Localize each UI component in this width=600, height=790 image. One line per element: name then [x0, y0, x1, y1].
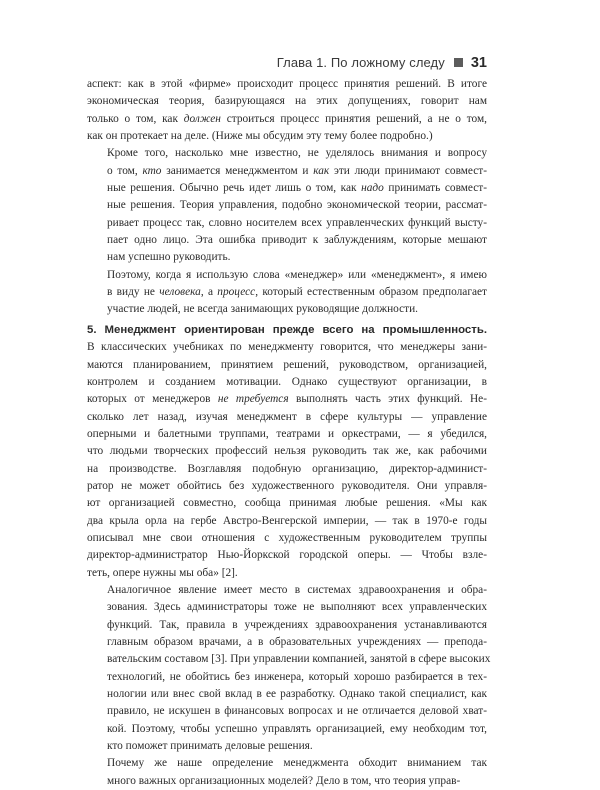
paragraph — [87, 582, 491, 755]
text-line: вательским составом [3]. При управлении компанией, занятой в сфере высоких — [107, 653, 491, 666]
emphasis: процесс — [217, 286, 256, 299]
text-line: на производстве. Возглавляя подобную организацию, директор-админист- — [87, 462, 487, 475]
text-line: зования. Здесь администраторы тоже не выполняют всех управленческих — [107, 601, 487, 614]
section-paragraph — [87, 322, 487, 582]
emphasis: как — [313, 164, 330, 177]
emphasis: кто — [142, 164, 162, 177]
text-line: нам успешно руководить. — [107, 251, 231, 264]
text-line: В классических учебниках по менеджменту говорится, что менеджеры зани- — [87, 341, 487, 354]
text-line: о том, кто занимается менеджментом и как эти люди принимают совмест- — [107, 164, 487, 177]
emphasis: не требуется — [217, 393, 289, 406]
text-line: технологий, не обойтись без инженера, который хорошо разбирается в тех- — [107, 670, 487, 683]
text-line: теть, опере нужны мы оба» [2]. — [87, 566, 238, 579]
text-line: Почему же наше определение менеджмента обходит вниманием так — [107, 757, 487, 770]
text-line: нологии или внес свой вклад в ее разработку. Однако такой специалист, как — [107, 688, 487, 701]
text-line: ют организацией совместно, сообща принимая любые решения. «Мы как — [87, 497, 487, 510]
text-line: в виду не человека, а процесс, который естественным образом предполагает — [107, 286, 487, 299]
text-line: функций. Так, правила в учреждениях здравоохранения устанавливаются — [107, 618, 487, 631]
paragraph — [87, 267, 487, 319]
running-head — [80, 55, 487, 71]
text-line: Кроме того, насколько мне известно, не уделялось внимания и вопросу — [107, 147, 487, 160]
paragraph — [87, 145, 487, 266]
text-line: главным образом врачами, а в образовательных учреждениях — препода- — [107, 636, 487, 648]
text-line: описывал мне свои отношения с художественным руководителем труппы — [87, 531, 487, 544]
text-line: как он протекает на деле. (Ниже мы обсудим эту тему более подробно.) — [87, 130, 433, 143]
text-line: ные решения. Теория управления, подобно экономической теории, рассмат- — [107, 199, 487, 212]
text-line: Аналогичное явление имеет место в системах здравоохранения и обра- — [107, 583, 487, 596]
text-line: что людьми творческих профессий нельзя руководить так же, как рабочими — [87, 445, 487, 458]
text-line: участие людей, не всегда занимающих руководящие должности. — [107, 303, 419, 316]
paragraph — [87, 755, 487, 790]
page-number: 31 — [470, 55, 487, 71]
text-line: ратор не может обойтись без художественного руководителя. Они управля- — [87, 479, 487, 492]
text-line: только о том, как должен строиться процесс принятия решений, а не о том, — [87, 112, 488, 125]
square-bullet-icon — [454, 58, 463, 67]
text-line: аспект: как в этой «фирме» происходит процесс принятия решений. В итоге — [87, 78, 487, 90]
text-line: маются планированием, принятием решений, руководством, организацией, — [87, 358, 487, 371]
text-line: которых от менеджеров не требуется выполнять часть этих функций. Не- — [87, 393, 487, 406]
text-line: ривает процесс так, словно носителем всех управленческих функций высту- — [107, 216, 487, 229]
text-line: экономическая теория, базирующаяся на этих допущениях, говорит нам — [87, 95, 487, 108]
text-line: два крыла орла на гербе Австро-Венгерской империи, — так в 1970-е годы — [87, 514, 487, 527]
text-line: правило, не искушен в финансовых вопросах и не отличается деловой хват- — [107, 705, 487, 718]
text-line: пает одно лицо. Эта ошибка приводит к заблуждениям, которые мешают — [107, 234, 487, 247]
text-line: кой. Поэтому, чтобы успешно управлять организацией, ему необходим тот, — [107, 722, 487, 735]
text-line: контролем и созданием мотивации. Однако существуют организации, в — [87, 375, 487, 388]
chapter-title: Глава 1. По ложному следу — [276, 55, 445, 70]
text-line — [87, 322, 487, 339]
text-line: сколько лет назад, изучая менеджмент в сфере культуры — управление — [87, 410, 487, 423]
emphasis: надо — [361, 182, 384, 195]
body-text — [87, 76, 491, 790]
emphasis: должен — [183, 112, 221, 125]
text-line: много важных организационных моделей? Дело в том, что теория управ- — [107, 774, 461, 787]
text-line: оперными и балетными труппами, театрами и оркестрами, — я убедился, — [87, 427, 487, 440]
section-heading: 5. Менеджмент ориентирован прежде всего на промышленность. — [87, 323, 487, 336]
text-line: кто поможет принимать деловые решения. — [107, 740, 313, 753]
text-line: Поэтому, когда я использую слова «менеджер» или «менеджмент», я имею — [107, 268, 487, 281]
paragraph — [87, 76, 487, 145]
text-line: ные решения. Обычно речь идет лишь о том, как надо принимать совмест- — [107, 182, 487, 195]
text-line: директор-администратор Нью-Йоркской городской оперы. — Чтобы взле- — [87, 549, 487, 562]
emphasis: человека — [159, 286, 201, 299]
